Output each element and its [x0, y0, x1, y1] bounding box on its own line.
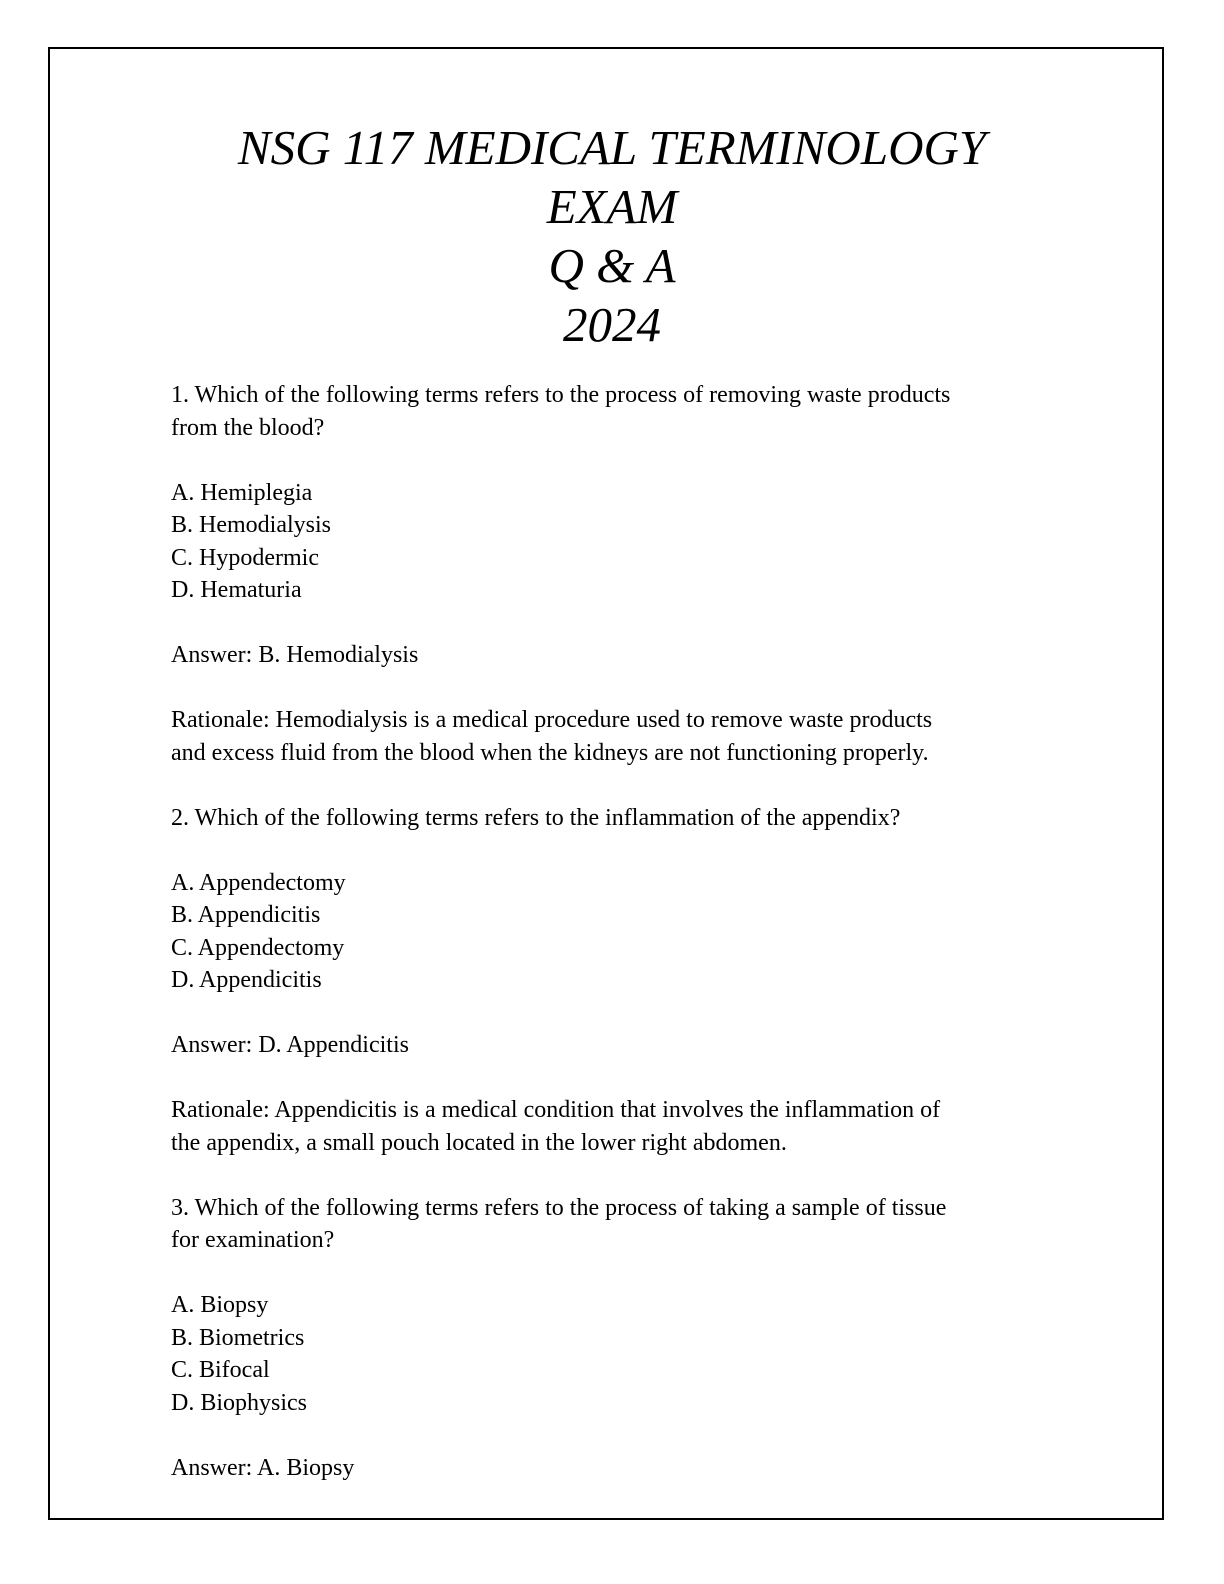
answer-key: Answer: A. Biopsy — [171, 1454, 355, 1481]
answer-option: B. Hemodialysis — [171, 512, 331, 538]
question-block-3 — [171, 1192, 1131, 1485]
rationale-text: Rationale: Hemodialysis is a medical procedure used to remove waste products — [171, 707, 933, 733]
answer-option: A. Hemiplegia — [171, 479, 313, 506]
title-line-exam: EXAM — [546, 179, 678, 234]
title-line-qa: Q & A — [548, 238, 676, 293]
answer-option: A. Appendectomy — [171, 869, 346, 896]
answer-option: C. Appendectomy — [171, 934, 345, 961]
question-text: 3. Which of the following terms refers to the process of taking a sample of tissue — [171, 1194, 947, 1221]
answer-option: B. Biometrics — [171, 1324, 305, 1351]
answer-option: D. Hematuria — [171, 577, 302, 603]
answer-option: C. Hypodermic — [171, 544, 319, 571]
question-block-1 — [171, 379, 1131, 802]
answer-key: Answer: D. Appendicitis — [171, 1032, 409, 1058]
answer-key: Answer: B. Hemodialysis — [171, 642, 419, 668]
answer-option: B. Appendicitis — [171, 902, 321, 928]
answer-option: C. Bifocal — [171, 1357, 270, 1383]
question-text: for examination? — [171, 1227, 335, 1253]
question-text: from the blood? — [171, 414, 325, 441]
answer-option: A. Biopsy — [171, 1292, 269, 1318]
title-line-course: NSG 117 MEDICAL TERMINOLOGY — [237, 120, 987, 175]
rationale-text: Rationale: Appendicitis is a medical condition that involves the inflammation of — [171, 1097, 941, 1123]
rationale-text: and excess fluid from the blood when the kidneys are not functioning properly. — [171, 739, 929, 766]
question-block-2 — [171, 802, 1131, 1192]
answer-option: D. Biophysics — [171, 1389, 308, 1416]
rationale-text: the appendix, a small pouch located in the lower right abdomen. — [171, 1129, 787, 1156]
question-text: 2. Which of the following terms refers to the inflammation of the appendix? — [171, 804, 901, 831]
question-text: 1. Which of the following terms refers to the process of removing waste products — [171, 382, 951, 408]
title-line-year: 2024 — [563, 297, 661, 352]
exam-content — [171, 379, 1131, 1484]
document-title — [0, 118, 1224, 354]
answer-option: D. Appendicitis — [171, 967, 322, 993]
